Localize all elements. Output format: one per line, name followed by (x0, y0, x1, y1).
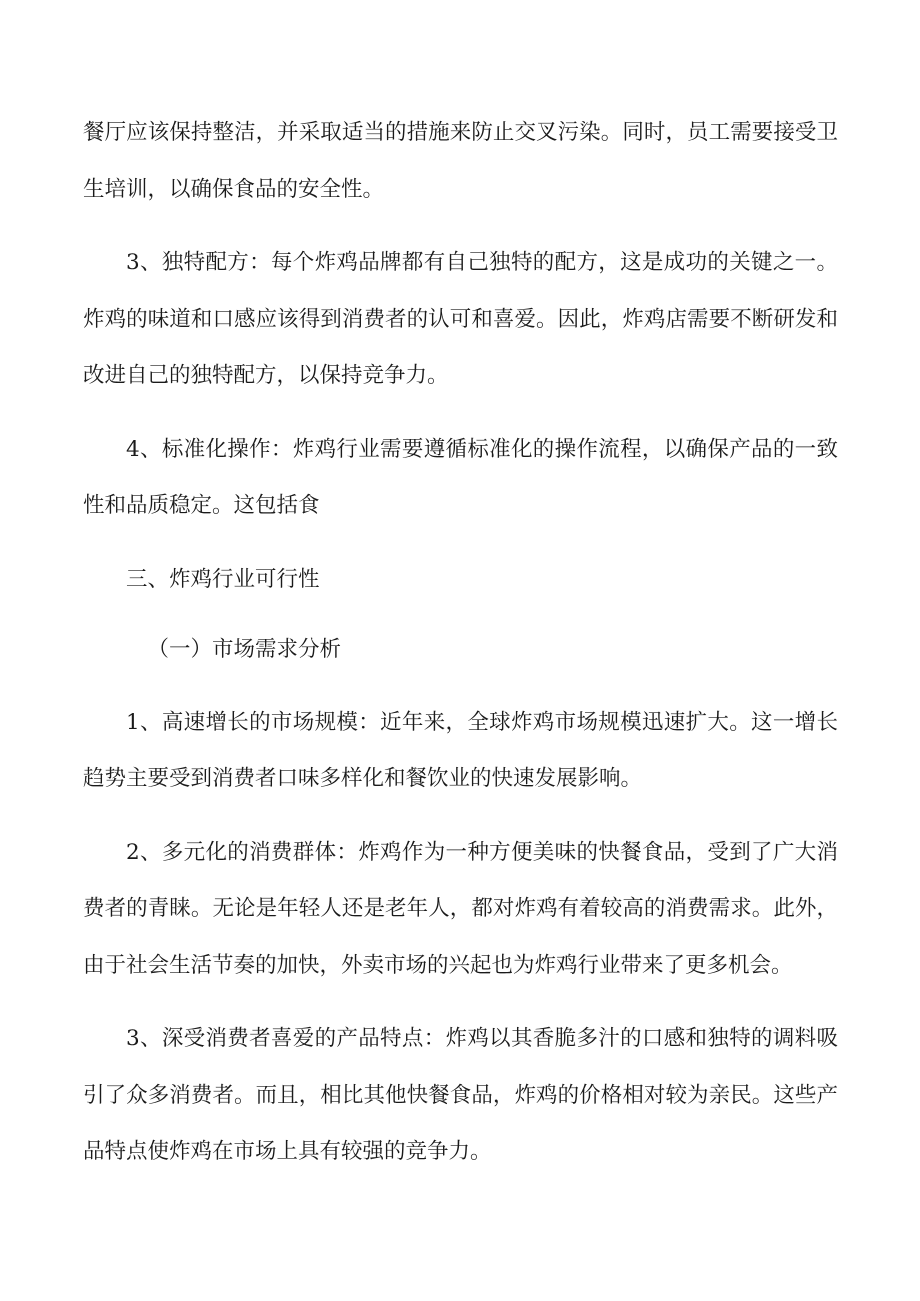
paragraph-unique-recipe: 3、独特配方：每个炸鸡品牌都有自己独特的配方，这是成功的关键之一。炸鸡的味道和口感应该得到消费者的认可和喜爱。因此，炸鸡店需要不断研发和改进自己的独特配方，以保持竞争力。 (83, 250, 838, 388)
document-body (83, 105, 838, 1198)
paragraph-diverse-consumers: 2、多元化的消费群体：炸鸡作为一种方便美味的快餐食品，受到了广大消费者的青睐。无论是年轻人还是老年人，都对炸鸡有着较高的消费需求。此外，由于社会生活节奏的加快，外卖市场的兴起也为炸鸡行业带来了更多机会。 (83, 839, 838, 978)
subsection-heading-market-demand: （一）市场需求分析 (147, 637, 342, 662)
paragraph-product-features: 3、深受消费者喜爱的产品特点：炸鸡以其香脆多汁的口感和独特的调料吸引了众多消费者。而且，相比其他快餐食品，炸鸡的价格相对较为亲民。这些产品特点使炸鸡在市场上具有较强的竞争力。 (83, 1026, 838, 1164)
section-heading-feasibility: 三、炸鸡行业可行性 (126, 566, 320, 592)
paragraph-market-growth: 1、高速增长的市场规模：近年来，全球炸鸡市场规模迅速扩大。这一增长趋势主要受到消费者口味多样化和餐饮业的快速发展影响。 (83, 709, 838, 791)
paragraph-hygiene-continued: 餐厅应该保持整洁，并采取适当的措施来防止交叉污染。同时，员工需要接受卫生培训，以确保食品的安全性。 (83, 120, 838, 202)
paragraph-standardized-operation: 4、标准化操作：炸鸡行业需要遵循标准化的操作流程，以确保产品的一致性和品质稳定。这包括食 (83, 436, 838, 518)
